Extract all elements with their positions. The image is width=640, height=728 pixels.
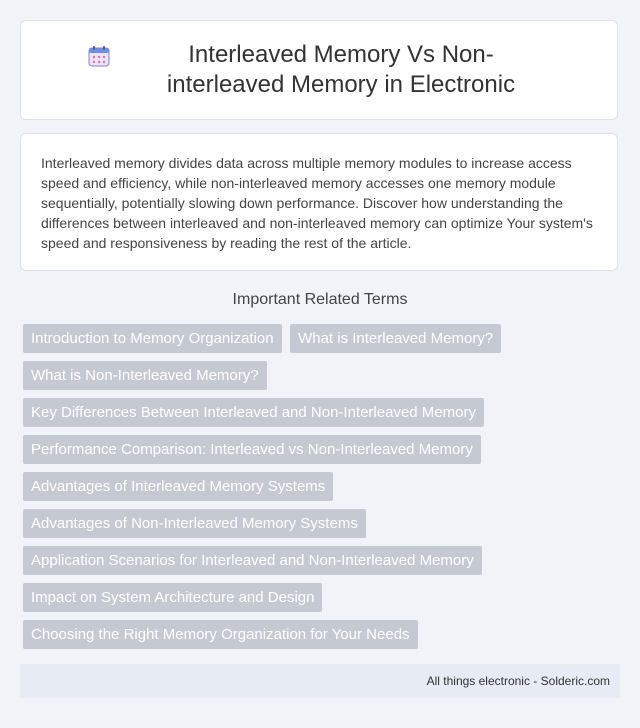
- related-term-tag[interactable]: Advantages of Interleaved Memory Systems: [23, 472, 333, 501]
- related-terms-heading: Important Related Terms: [232, 291, 408, 308]
- related-term-tag[interactable]: Choosing the Right Memory Organization for Your Needs: [23, 620, 418, 649]
- related-terms-list: [23, 324, 583, 657]
- related-term-tag[interactable]: Key Differences Between Interleaved and Non-Interleaved Memory: [23, 398, 484, 427]
- page-title: Interleaved Memory Vs Non-interleaved Memory in Electronic: [166, 41, 516, 98]
- related-term-tag[interactable]: Application Scenarios for Interleaved and Non-Interleaved Memory: [23, 546, 482, 575]
- footer-text[interactable]: All things electronic - Solderic.com: [426, 674, 610, 688]
- related-term-tag[interactable]: What is Non-Interleaved Memory?: [23, 361, 267, 390]
- description-card: [20, 133, 618, 271]
- footer: [20, 664, 620, 698]
- related-term-tag[interactable]: Advantages of Non-Interleaved Memory Systems: [23, 509, 366, 538]
- description-text: Interleaved memory divides data across multiple memory modules to increase access speed and efficiency, while non-interleaved memory accesses one memory module sequentially, potentially slowing down performance. Discover how understanding the differences between interleaved and non-interleaved memory can optimize Your system's speed and responsiveness by reading the rest of the article.: [41, 155, 593, 251]
- related-term-tag[interactable]: Performance Comparison: Interleaved vs Non-Interleaved Memory: [23, 435, 481, 464]
- calendar-icon: [87, 44, 111, 68]
- related-term-tag[interactable]: What is Interleaved Memory?: [290, 324, 501, 353]
- title-card: [20, 20, 618, 120]
- related-term-tag[interactable]: Impact on System Architecture and Design: [23, 583, 322, 612]
- related-term-tag[interactable]: Introduction to Memory Organization: [23, 324, 282, 353]
